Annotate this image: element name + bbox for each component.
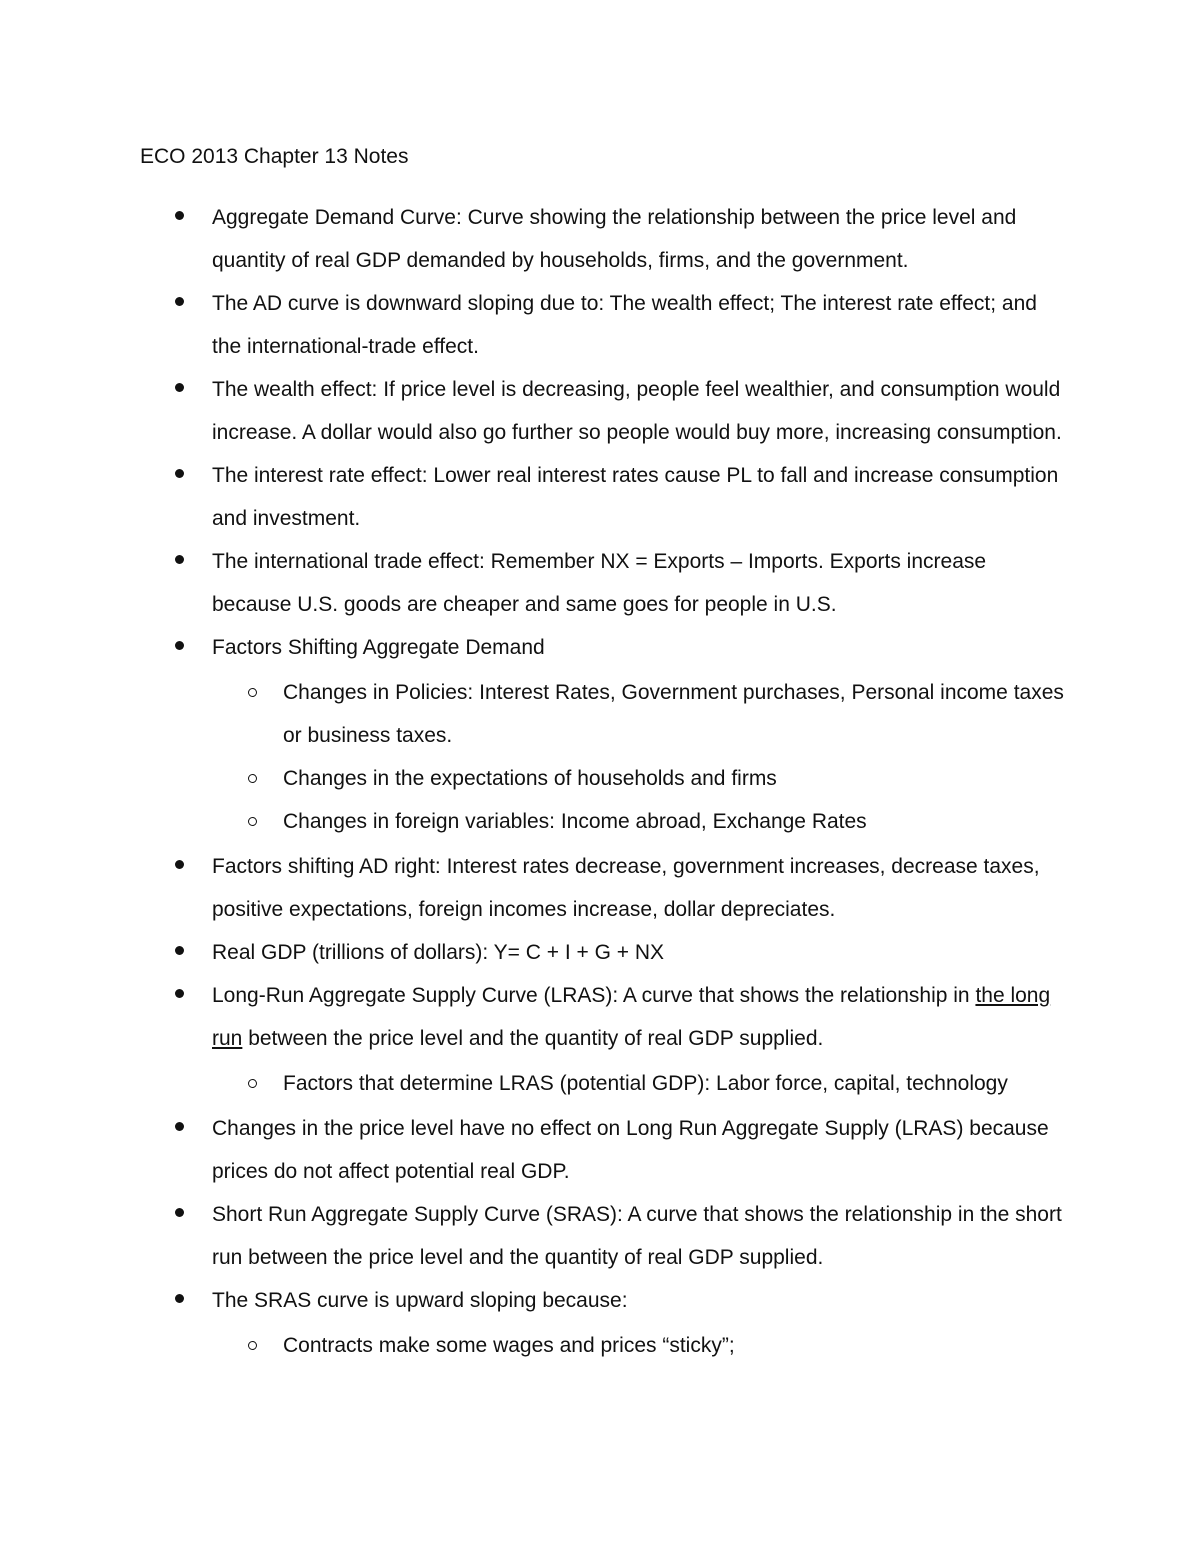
lras-text-after: between the price level and the quantity of real GDP supplied. xyxy=(242,1027,824,1050)
sub-list-item xyxy=(140,1324,1070,1367)
list-item xyxy=(140,454,1070,540)
lras-sublist xyxy=(212,1062,1070,1105)
sub-bullet-text: Changes in Policies: Interest Rates, Government purchases, Personal income taxes or business taxes. xyxy=(283,681,1064,747)
sub-list-item xyxy=(140,757,1070,800)
bullet-text: Factors Shifting Aggregate Demand xyxy=(212,636,545,659)
sub-list-item xyxy=(140,671,1070,757)
lras-underlined-text: the long run xyxy=(212,984,1051,1050)
sub-bullet-icon xyxy=(248,1341,257,1350)
notes-list xyxy=(140,196,1070,1369)
list-item xyxy=(140,282,1070,368)
bullet-icon xyxy=(175,1208,184,1217)
bullet-text: Aggregate Demand Curve: Curve showing the relationship between the price level and quantity of real GDP demanded by households, firms, and the government. xyxy=(212,206,1017,272)
bullet-icon xyxy=(175,946,184,955)
bullet-text xyxy=(212,984,1050,1050)
sub-list-item xyxy=(140,800,1070,843)
list-item xyxy=(140,368,1070,454)
sub-bullet-icon xyxy=(248,1079,257,1088)
bullet-text: Real GDP (trillions of dollars): Y= C + I + G + NX xyxy=(212,941,665,964)
sub-bullet-text: Changes in foreign variables: Income abroad, Exchange Rates xyxy=(283,810,867,833)
bullet-icon xyxy=(175,1122,184,1131)
list-item xyxy=(140,974,1070,1105)
bullet-text: The SRAS curve is upward sloping because: xyxy=(212,1289,628,1312)
bullet-icon xyxy=(175,641,184,650)
sub-bullet-text: Factors that determine LRAS (potential GDP): Labor force, capital, technology xyxy=(283,1072,1008,1095)
list-item xyxy=(140,845,1070,931)
bullet-text: Changes in the price level have no effect on Long Run Aggregate Supply (LRAS) because prices do not affect potential real GDP. xyxy=(212,1117,1049,1183)
sub-list-item xyxy=(140,1062,1070,1105)
sras-sublist xyxy=(212,1324,1070,1367)
bullet-text: Factors shifting AD right: Interest rates decrease, government increases, decrease taxes, positive expectations, foreign incomes increase, dollar depreciates. xyxy=(212,855,1040,921)
sub-bullet-icon xyxy=(248,817,257,826)
bullet-icon xyxy=(175,383,184,392)
list-item xyxy=(140,1193,1070,1279)
bullet-text: The international trade effect: Remember NX = Exports – Imports. Exports increase because U.S. goods are cheaper and same goes for people in U.S. xyxy=(212,550,987,616)
list-item xyxy=(140,540,1070,626)
sub-bullet-text: Changes in the expectations of households and firms xyxy=(283,767,777,790)
bullet-icon xyxy=(175,1294,184,1303)
bullet-icon xyxy=(175,297,184,306)
bullet-icon xyxy=(175,860,184,869)
sub-bullet-icon xyxy=(248,688,257,697)
list-item xyxy=(140,626,1070,843)
bullet-icon xyxy=(175,989,184,998)
list-item xyxy=(140,931,1070,974)
bullet-text: The AD curve is downward sloping due to: The wealth effect; The interest rate effect; and the international-trade effect. xyxy=(212,292,1037,358)
list-item xyxy=(140,1107,1070,1193)
bullet-icon xyxy=(175,211,184,220)
ad-factors-sublist xyxy=(212,671,1070,843)
bullet-text: Short Run Aggregate Supply Curve (SRAS): A curve that shows the relationship in the short run between the price level and the quantity of real GDP supplied. xyxy=(212,1203,1062,1269)
page-title: ECO 2013 Chapter 13 Notes xyxy=(140,145,409,168)
sub-bullet-icon xyxy=(248,774,257,783)
bullet-text: The interest rate effect: Lower real interest rates cause PL to fall and increase consumption and investment. xyxy=(212,464,1059,530)
lras-text-before: Long-Run Aggregate Supply Curve (LRAS): A curve that shows the relationship in xyxy=(212,984,976,1007)
sub-bullet-text: Contracts make some wages and prices “sticky”; xyxy=(283,1334,735,1357)
bullet-icon xyxy=(175,469,184,478)
bullet-text: The wealth effect: If price level is decreasing, people feel wealthier, and consumption would increase. A dollar would also go further so people would buy more, increasing consumption. xyxy=(212,378,1062,444)
bullet-icon xyxy=(175,555,184,564)
list-item xyxy=(140,196,1070,282)
list-item xyxy=(140,1279,1070,1367)
